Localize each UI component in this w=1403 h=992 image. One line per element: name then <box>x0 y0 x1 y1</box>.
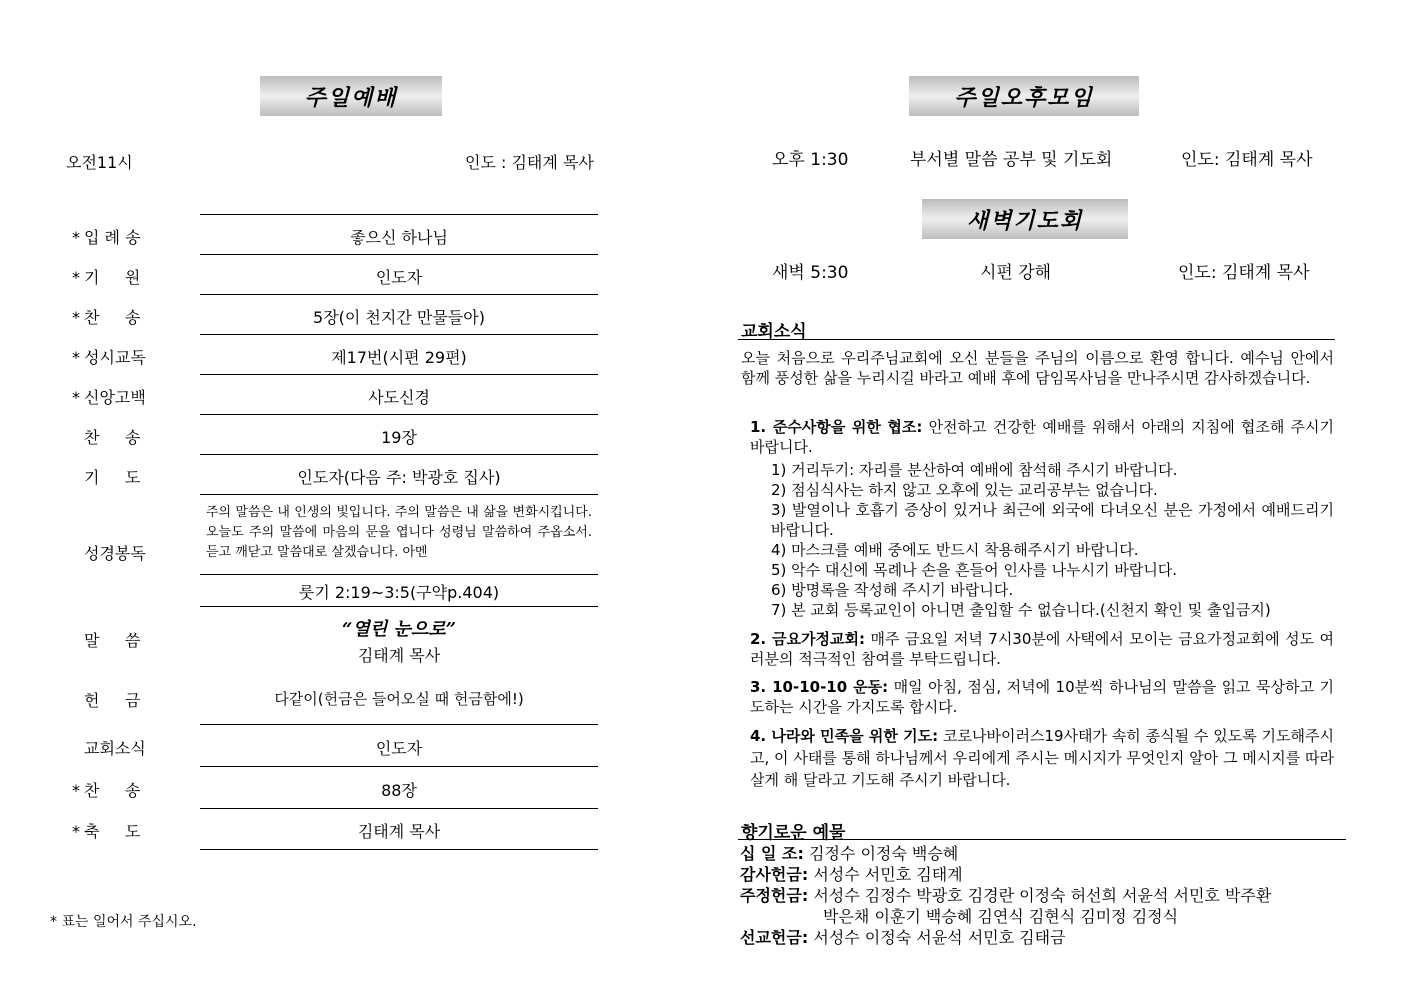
worship-banner <box>260 76 442 116</box>
worship-leader: 인도 : 김태계 목사 <box>465 153 594 172</box>
dawn-desc: 시편 강해 <box>980 263 1052 283</box>
afternoon-banner <box>909 76 1139 116</box>
offering-names: 박은채 이훈기 백승혜 김연식 김현식 김미정 김정식 <box>823 907 1179 926</box>
reading-passage: 룻기 2:19~3:5(구약p.404) <box>298 583 500 602</box>
table-rule <box>200 374 598 375</box>
order-value: 좋으신 하나님 <box>350 228 448 247</box>
offering-value: 다같이(헌금은 들어오실 때 헌금함에!) <box>274 690 524 708</box>
news-item-4-head: 4. 나라와 민족을 위한 기도: <box>750 727 939 745</box>
benediction-label-text: 축 도 <box>84 822 141 841</box>
news-item-2-text: 매주 금요일 저녁 7시30분에 사택에서 모이는 금요가정교회에 성도 여러분의 적극적인 참여를 부탁드립니다. <box>750 630 1335 668</box>
order-value: 인도자 <box>375 268 423 287</box>
order-value: 19장 <box>381 428 417 447</box>
afternoon-leader: 인도: 김태계 목사 <box>1181 150 1313 170</box>
table-rule <box>200 294 598 295</box>
sermon-title: “열린 눈으로” <box>342 619 456 640</box>
table-rule <box>200 606 598 607</box>
guideline-item: 1) 거리두기: 자리를 분산하여 예배에 참석해 주시기 바랍니다. <box>771 461 1178 479</box>
offering-section-title: 향기로운 예물 <box>741 823 846 843</box>
news-section-rule <box>738 339 1335 340</box>
news-item-2-head: 2. 금요가정교회: <box>750 630 865 648</box>
worship-banner-title: 주일예배 <box>304 84 398 111</box>
order-label: 찬 송 <box>84 308 141 327</box>
table-rule <box>200 254 598 255</box>
benediction-value: 김태계 목사 <box>357 822 441 841</box>
guideline-item: 6) 방명록을 작성해 주시기 바랍니다. <box>771 581 1014 599</box>
news-item-1-text: 안전하고 건강한 예배를 위해서 아래의 지침에 협조해 주시기 바랍니다. <box>750 418 1334 456</box>
guideline-item: 5) 악수 대신에 목례나 손을 흔들어 인사를 나누시기 바랍니다. <box>771 561 1178 579</box>
stand-marker: * <box>72 781 80 800</box>
benediction-label <box>60 819 140 842</box>
worship-time: 오전11시 <box>66 153 133 172</box>
stand-marker: * <box>72 268 80 287</box>
order-value: 사도신경 <box>368 388 430 407</box>
news-item-2 <box>750 629 1334 669</box>
table-rule <box>200 766 598 767</box>
table-rule <box>200 574 598 575</box>
order-value: 5장(이 천지간 만물들아) <box>313 308 485 327</box>
reading-label: 성경봉독 <box>84 544 146 563</box>
table-rule <box>200 414 598 415</box>
stand-marker: * <box>72 348 80 367</box>
offering-section-rule <box>738 839 1346 840</box>
news-label: 교회소식 <box>84 739 146 758</box>
dawn-time: 새벽 5:30 <box>772 263 849 283</box>
offering-label: 헌 금 <box>84 691 141 710</box>
order-label: 성시교독 <box>84 348 146 367</box>
news-item-1 <box>750 417 1334 457</box>
order-label: 기 도 <box>84 468 141 487</box>
order-value: 인도자(다음 주: 박광호 집사) <box>297 468 501 487</box>
hymn-label <box>60 778 140 801</box>
sermon-label: 말 씀 <box>84 631 141 650</box>
offering-row <box>740 885 1271 906</box>
offering-row <box>740 843 958 864</box>
offering-type: 선교헌금: <box>740 928 809 947</box>
table-rule <box>200 724 598 725</box>
order-value: 제17번(시편 29편) <box>331 348 467 367</box>
stand-marker: * <box>72 388 80 407</box>
afternoon-desc: 부서별 말씀 공부 및 기도회 <box>910 150 1113 170</box>
offering-type: 주정헌금: <box>740 886 809 905</box>
table-rule <box>200 808 598 809</box>
welcome-text: 오늘 처음으로 우리주님교회에 오신 분들을 주님의 이름으로 환영 합니다. 예수님 안에서 함께 풍성한 삶을 누리시길 바라고 예배 후에 담임목사님을 만나주시면 감사하겠습니다. <box>741 349 1334 387</box>
guideline-item: 7) 본 교회 등록교인이 아니면 출입할 수 없습니다.(신천지 확인 및 출입금지) <box>771 601 1271 619</box>
hymn-value: 88장 <box>381 781 417 800</box>
table-rule <box>200 334 598 335</box>
offering-names: 서성수 서민호 김태계 <box>813 865 963 884</box>
stand-marker: * <box>72 822 80 841</box>
afternoon-time: 오후 1:30 <box>772 150 849 170</box>
offering-type: 감사헌금: <box>740 865 809 884</box>
order-label: 기 원 <box>84 268 141 287</box>
guideline-item: 3) 발열이나 호흡기 증상이 있거나 최근에 외국에 다녀오신 분은 가정에서 예배드리기 바랍니다. <box>771 501 1334 539</box>
offering-row <box>740 927 1066 948</box>
offering-type: 십 일 조: <box>740 844 804 863</box>
news-value: 인도자 <box>375 739 423 758</box>
stand-marker: * <box>72 228 80 247</box>
news-item-4-text: 코로나바이러스19사태가 속히 종식될 수 있도록 기도해주시고, 이 사태를 통해 하나님께서 우리에게 주시는 메시지가 무엇인지 알아 그 메시지를 따라 살게 해 달라고 기도해 주시기 바랍니다. <box>750 727 1334 789</box>
table-rule <box>200 849 598 850</box>
reading-prayer: 주의 말씀은 내 인생의 빛입니다. 주의 말씀은 내 삶을 변화시킵니다. 오늘도 주의 말씀에 마음의 문을 엽니다 성령님 말씀하여 주옵소서. 듣고 깨닫고 말씀대로 살겠습니다. 아멘 <box>206 505 592 560</box>
stand-marker: * <box>72 308 80 327</box>
news-item-3 <box>750 677 1334 717</box>
news-item-1-head: 1. 준수사항을 위한 협조: <box>750 418 923 436</box>
news-item-3-text: 매일 아침, 점심, 저녁에 10분씩 하나님의 말씀을 읽고 묵상하고 기도하는 시간을 가지도록 합시다. <box>750 678 1334 716</box>
offering-names: 서성수 김정수 박광호 김경란 이정숙 허선희 서윤석 서민호 박주환 <box>813 886 1272 905</box>
dawn-banner-title: 새벽기도회 <box>966 207 1084 234</box>
order-label: 입 례 송 <box>84 228 141 247</box>
news-item-4 <box>750 725 1334 791</box>
order-label: 신앙고백 <box>84 388 146 407</box>
order-label: 찬 송 <box>84 428 141 447</box>
table-rule <box>200 494 598 495</box>
offering-names: 서성수 이정숙 서윤석 서민호 김태금 <box>813 928 1066 947</box>
table-rule <box>200 214 598 215</box>
guideline-item: 4) 마스크를 예배 중에도 반드시 착용해주시기 바랍니다. <box>771 541 1139 559</box>
sermon-preacher: 김태계 목사 <box>357 646 441 665</box>
hymn-label-text: 찬 송 <box>84 781 141 800</box>
dawn-leader: 인도: 김태계 목사 <box>1178 263 1310 283</box>
offering-row <box>823 906 1178 927</box>
offering-names: 김정수 이정숙 백승혜 <box>809 844 959 863</box>
footnote: * 표는 일어서 주십시오. <box>50 914 197 930</box>
offering-row <box>740 864 963 885</box>
news-item-3-head: 3. 10-10-10 운동: <box>750 678 889 696</box>
guideline-item: 2) 점심식사는 하지 않고 오후에 있는 교리공부는 없습니다. <box>771 481 1158 499</box>
dawn-banner <box>922 199 1128 239</box>
afternoon-banner-title: 주일오후모임 <box>954 84 1094 111</box>
table-rule <box>200 454 598 455</box>
news-section-title: 교회소식 <box>741 322 807 342</box>
